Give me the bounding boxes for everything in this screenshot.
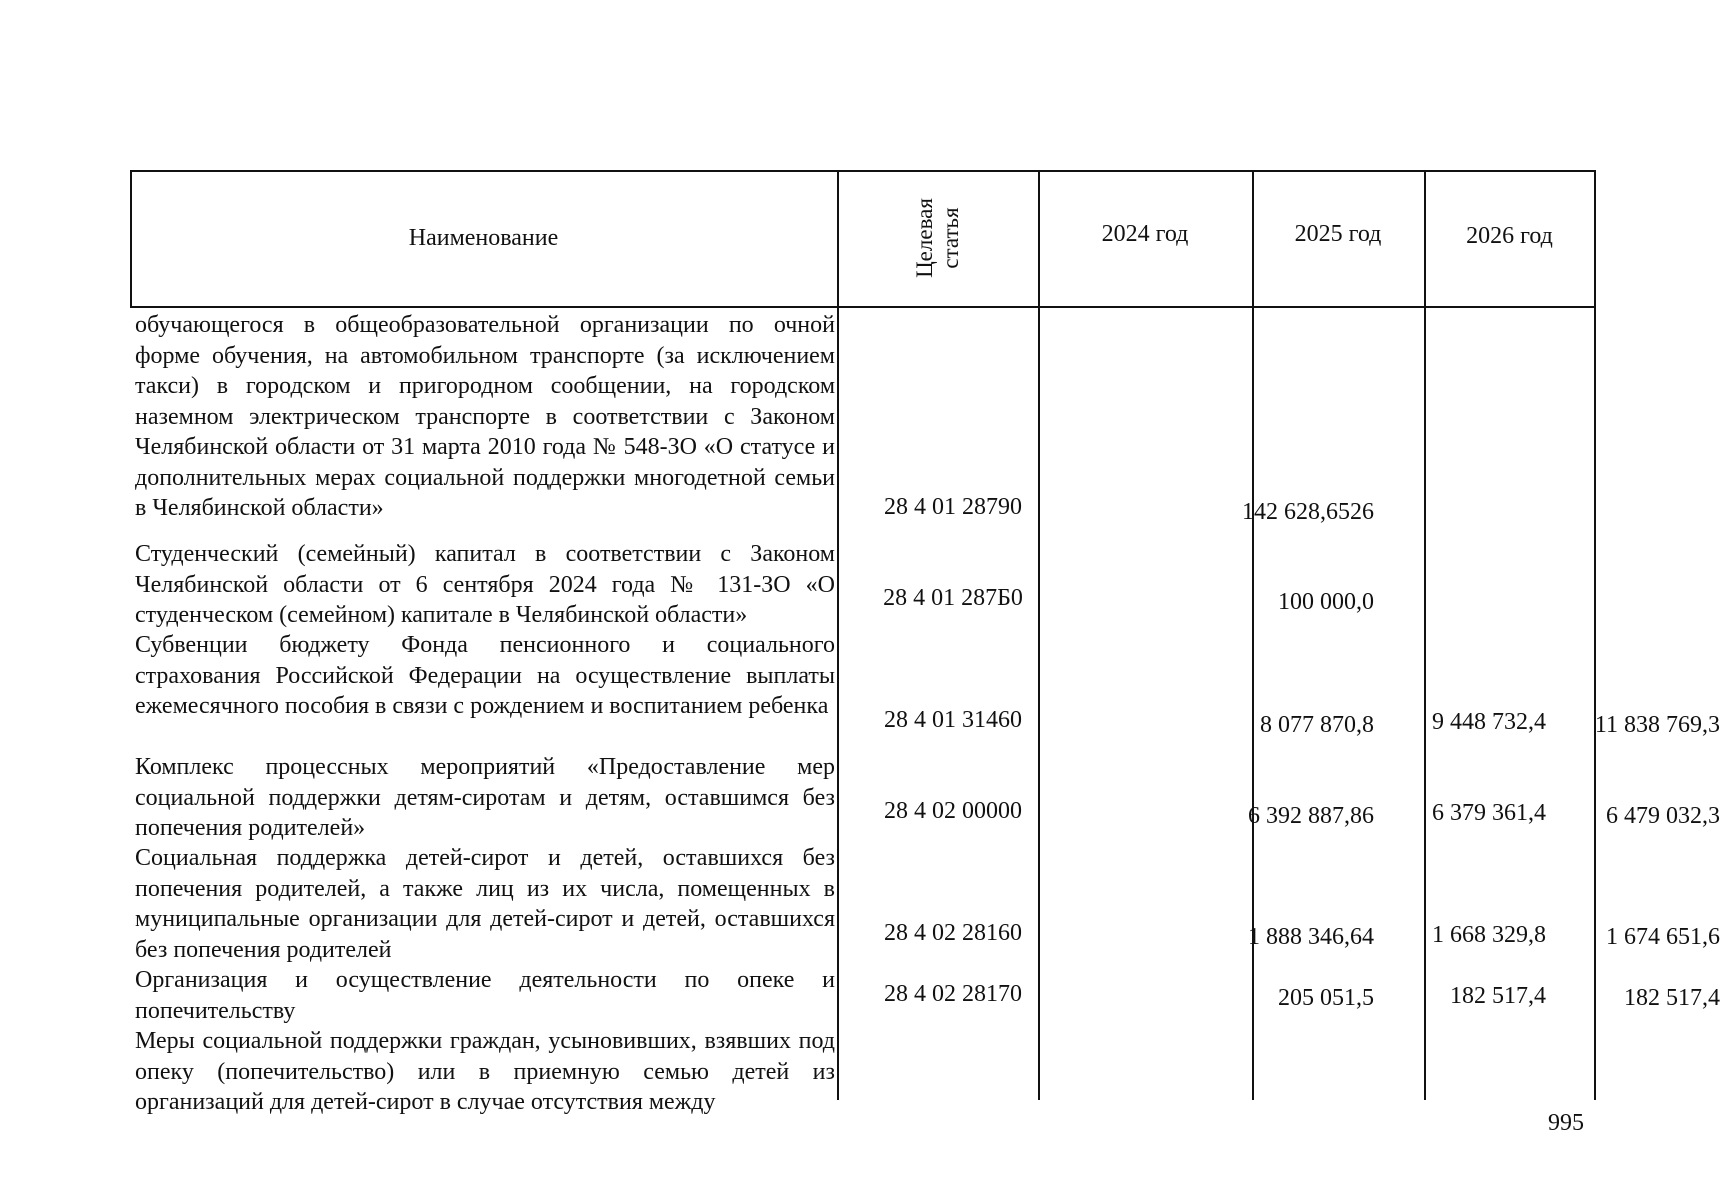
header-2026 xyxy=(1424,170,1595,302)
column-divider-name xyxy=(837,170,839,1100)
table-row-2024: 205 051,5 xyxy=(1278,985,1374,1011)
header-code-line1: Целевая xyxy=(911,198,937,278)
table-row-2025: 1 668 329,8 xyxy=(1432,922,1546,948)
table-row-code: 28 4 02 28170 xyxy=(884,981,1022,1007)
table-row-2024: 8 077 870,8 xyxy=(1260,712,1374,738)
table-row-2024: 100 000,0 xyxy=(1278,589,1374,615)
table-row-2026: 182 517,4 xyxy=(1624,985,1720,1011)
column-divider-2024 xyxy=(1252,170,1254,1100)
table-row-code: 28 4 01 287Б0 xyxy=(883,585,1023,611)
header-2024 xyxy=(1038,170,1252,298)
table-row-2024: 6 392 887,86 xyxy=(1248,803,1374,829)
table-row-2026: 11 838 769,3 xyxy=(1594,712,1720,738)
header-code-label xyxy=(911,198,963,278)
header-2025 xyxy=(1252,170,1424,298)
table-row-2026: 6 479 032,3 xyxy=(1606,803,1720,829)
table-row-name: Организация и осуществление деятельности по опеке и попечительству xyxy=(135,967,835,1024)
table-row-name: Меры социальной поддержки граждан, усыновивших, взявших под опеку (попечительство) или в приемную семью детей из организаций для детей-сирот в случае отсутствия между xyxy=(135,1028,835,1115)
table-row-name: Социальная поддержка детей-сирот и детей, оставшихся без попечения родителей, а также лиц из их числа, помещенных в муниципальные организации для детей-сирот и детей, оставшихся без попечения родителей xyxy=(135,845,835,963)
table-row-2026: 1 674 651,6 xyxy=(1606,924,1720,950)
header-name-label: Наименование xyxy=(408,224,559,251)
table-row-2025: 182 517,4 xyxy=(1450,983,1546,1009)
table-row-code: 28 4 01 28790 xyxy=(884,494,1022,520)
table-row-code: 28 4 02 28160 xyxy=(884,920,1022,946)
budget-table xyxy=(130,170,1720,1115)
table-row-name: Комплекс процессных мероприятий «Предоставление мер социальной поддержки детям-сиротам и детям, оставшимся без попечения родителей» xyxy=(135,754,835,841)
table-row-2024: 142 628,6526 xyxy=(1242,499,1374,525)
header-name xyxy=(130,170,837,306)
header-code xyxy=(837,170,1038,306)
table-row-name: Субвенции бюджету Фонда пенсионного и социального страхования Российской Федерации на осуществление выплаты ежемесячного пособия в связи с рождением и воспитанием ребенка xyxy=(135,632,835,719)
table-right-border xyxy=(1594,170,1596,1100)
table-row-2025: 6 379 361,4 xyxy=(1432,800,1546,826)
column-divider-code xyxy=(1038,170,1040,1100)
header-2026-label: 2026 год xyxy=(1466,222,1553,249)
table-row-code: 28 4 02 00000 xyxy=(884,798,1022,824)
table-row-name: Студенческий (семейный) капитал в соответствии с Законом Челябинской области от 6 сентября 2024 года № 131-ЗО «О студенческом (семейном) капитале в Челябинской области» xyxy=(135,541,835,628)
page-number: 995 xyxy=(1548,1110,1584,1136)
header-bottom-border xyxy=(130,306,1595,308)
column-divider-2025 xyxy=(1424,170,1426,1100)
table-row-code: 28 4 01 31460 xyxy=(884,707,1022,733)
header-2025-label: 2025 год xyxy=(1294,220,1382,247)
header-2024-label: 2024 год xyxy=(1101,220,1189,247)
table-row-2025: 9 448 732,4 xyxy=(1432,709,1546,735)
table-row-2024: 1 888 346,64 xyxy=(1248,924,1374,950)
header-code-line2: статья xyxy=(937,207,963,269)
table-row-name: обучающегося в общеобразовательной организации по очной форме обучения, на автомобильном транспорте (за исключением такси) в городском и пригородном сообщении, на городском наземном электрическом транспорте в соответствии с Законом Челябинской области от 31 марта 2010 года № 548-ЗО «О статусе и дополнительных мерах социальной поддержки многодетной семьи в Челябинской области» xyxy=(135,312,835,521)
